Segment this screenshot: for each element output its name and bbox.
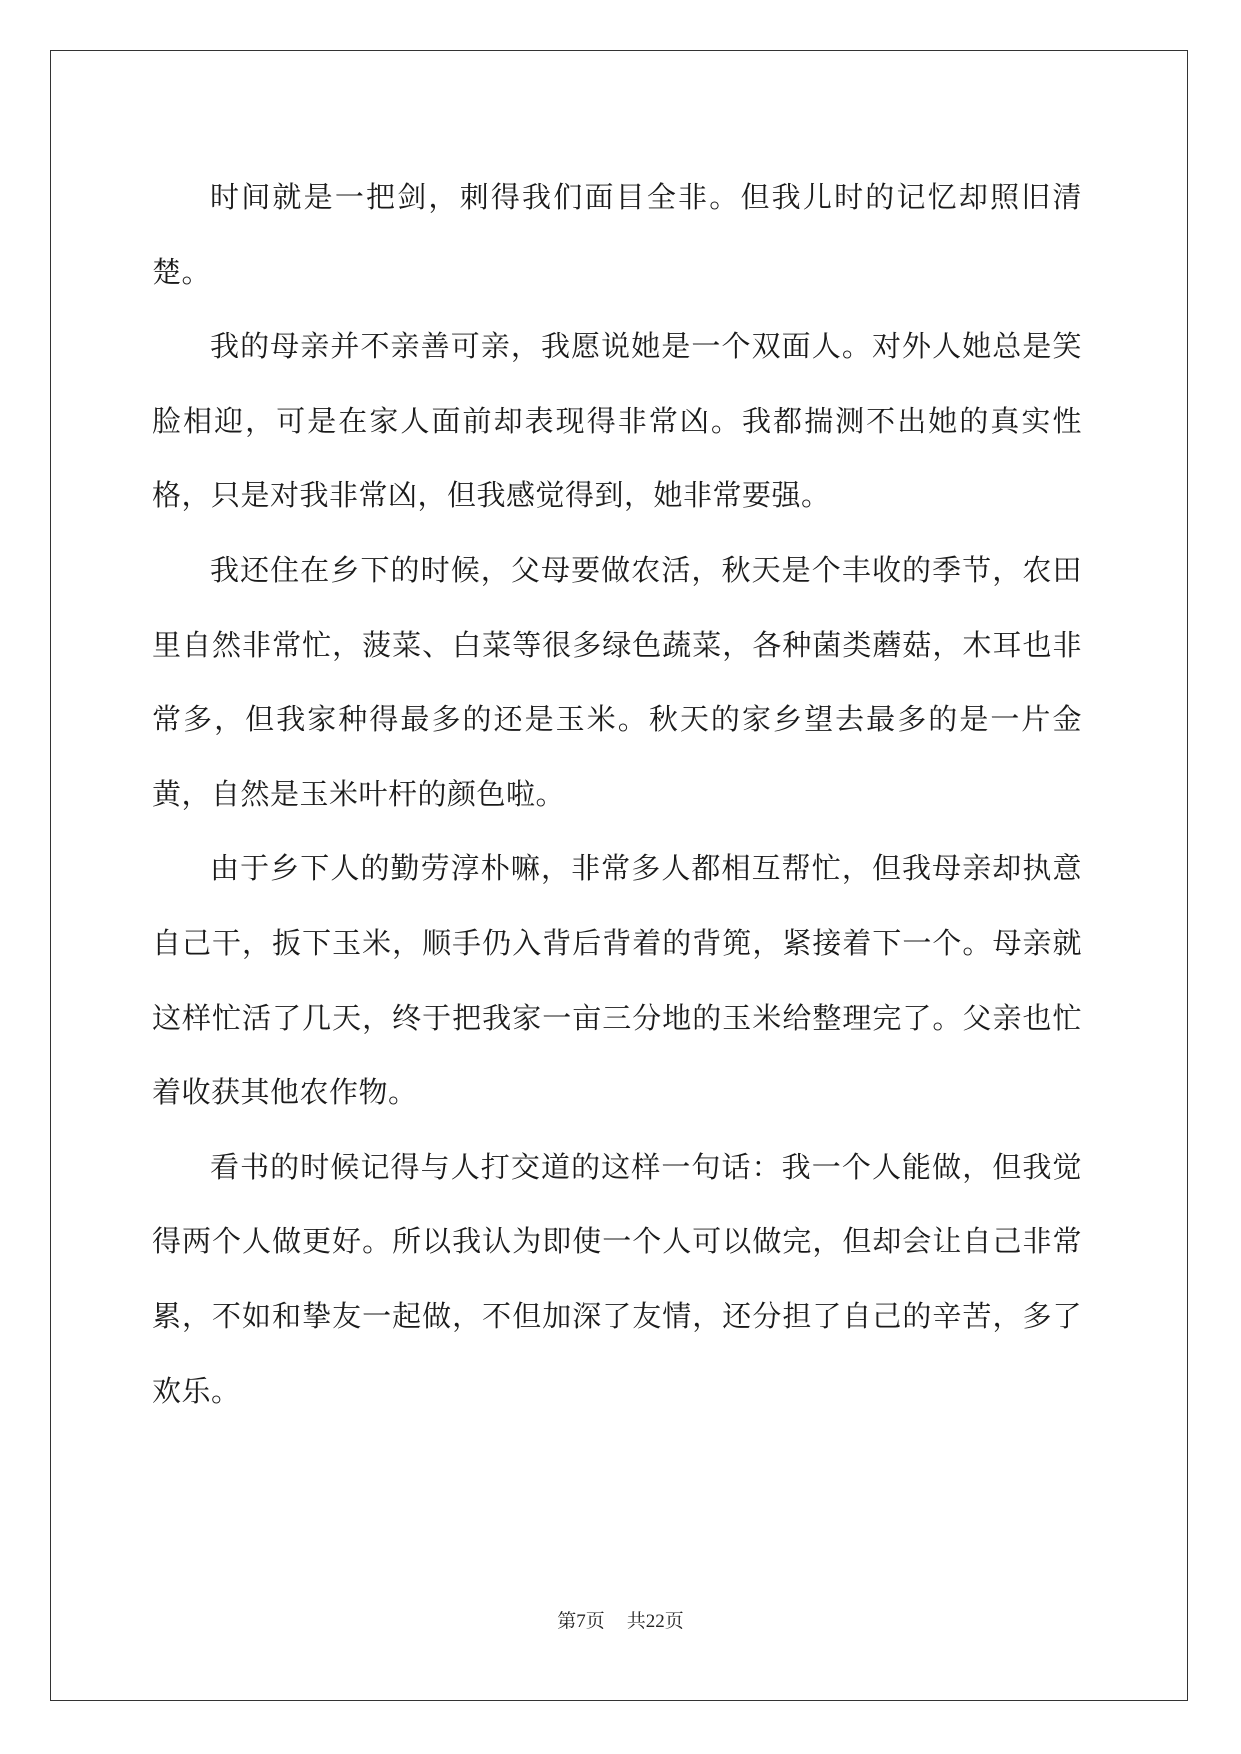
paragraph: 时间就是一把剑，刺得我们面目全非。但我儿时的记忆却照旧清楚。 <box>152 180 1082 289</box>
paragraph: 由于乡下人的勤劳淳朴嘛，非常多人都相互帮忙，但我母亲却执意自己干，扳下玉米，顺手仍入背后背着的背篼，紧接着下一个。母亲就这样忙活了几天，终于把我家一亩三分地的玉米给整理完了。父亲也忙着收获其他农作物。 <box>152 851 1082 1110</box>
total-page-count: 共22页 <box>626 1611 684 1632</box>
current-page-number: 第7页 <box>557 1611 605 1632</box>
paragraph: 我还住在乡下的时候，父母要做农活，秋天是个丰收的季节，农田里自然非常忙，菠菜、白菜等很多绿色蔬菜，各种菌类蘑菇，木耳也非常多，但我家种得最多的还是玉米。秋天的家乡望去最多的是一片金黄，自然是玉米叶杆的颜色啦。 <box>152 552 1082 811</box>
paragraph: 我的母亲并不亲善可亲，我愿说她是一个双面人。对外人她总是笑脸相迎，可是在家人面前却表现得非常凶。我都揣测不出她的真实性格，只是对我非常凶，但我感觉得到，她非常要强。 <box>152 329 1082 513</box>
document-body <box>152 160 1082 1428</box>
page-footer <box>0 1606 1241 1633</box>
paragraph: 看书的时候记得与人打交道的这样一句话：我一个人能做，但我觉得两个人做更好。所以我认为即使一个人可以做完，但却会让自己非常累，不如和挚友一起做，不但加深了友情，还分担了自己的辛苦，多了欢乐。 <box>152 1149 1082 1408</box>
